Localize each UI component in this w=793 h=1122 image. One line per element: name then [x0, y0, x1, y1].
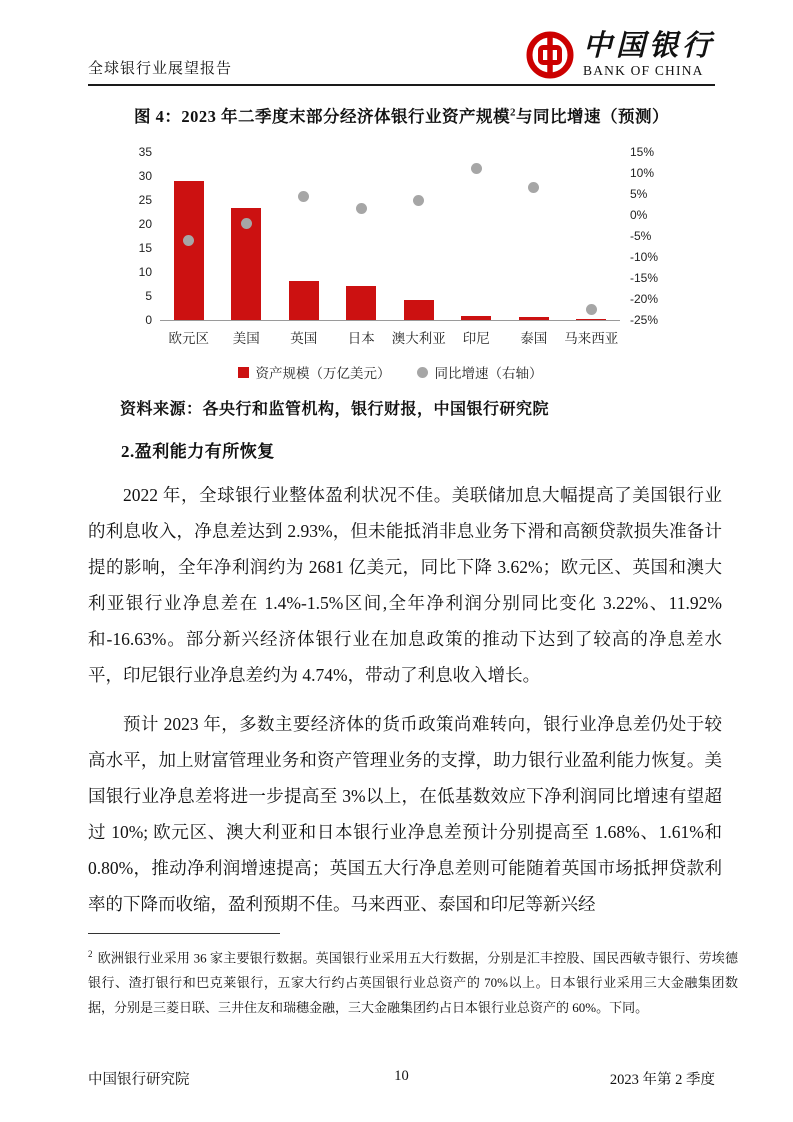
body-paragraph-2: 预计 2023 年，多数主要经济体的货币政策尚难转向，银行业净息差仍处于较高水平，加上财富管理业务和资产管理业务的支撑，助力银行业盈利能力恢复。美国银行业净息差将进一步提高至 3%以上，在低基数效应下净利润同比增速有望超过 10%; 欧元区、澳大利亚和日本银行业净息差预计分别提高至 1.68%、1.61%和 0.80%，推动净利润增速提高；英国五大行净息差则可能随着英国市场抵押贷款利率的下降而收缩，盈利预期不佳。马来西亚、泰国和印尼等新兴经: [88, 714, 722, 914]
circle-legend-marker-icon: [417, 367, 428, 378]
growth-rate-dot: [298, 191, 309, 202]
right-axis-tick-label: -15%: [630, 271, 659, 285]
growth-rate-dot: [241, 218, 252, 229]
x-axis-category-label: 马来西亚: [564, 331, 619, 346]
asset-scale-bar: [289, 281, 319, 320]
right-axis-tick-label: -25%: [630, 313, 659, 327]
right-axis-tick-label: -5%: [630, 229, 652, 243]
left-axis-tick-label: 35: [138, 145, 152, 159]
legend-item: [238, 362, 391, 382]
asset-scale-bar: [346, 286, 376, 320]
footnote-separator: [88, 933, 280, 934]
left-axis-tick-label: 20: [138, 217, 152, 231]
footnote: [88, 942, 738, 1020]
footer-issue: 2023 年第 2 季度: [610, 1068, 715, 1089]
footnote-text: 欧洲银行业采用 36 家主要银行数据。英国银行业采用五大行数据，分别是汇丰控股、国民西敏寺银行、劳埃德银行、渣打银行和巴克莱银行，五家大行约占英国银行业总资产的 70%以上。日本银行业采用三大金融集团数据，分别是三菱日联、三井住友和瑞穗金融，三大金融集团约占日本银行业总资产的 60%。下同。: [88, 950, 738, 1016]
growth-rate-dot: [528, 182, 539, 193]
left-axis-tick-label: 30: [138, 169, 152, 183]
asset-scale-bar: [174, 181, 204, 320]
growth-rate-dot: [471, 163, 482, 174]
x-axis-category-label: 英国: [290, 331, 318, 346]
figure-title-text: 图 4：2023 年二季度末部分经济体银行业资产规模: [134, 107, 510, 126]
growth-rate-dot: [586, 304, 597, 315]
asset-scale-bar: [404, 300, 434, 320]
footer-institute: 中国银行研究院: [88, 1068, 190, 1089]
right-axis-tick-label: -10%: [630, 250, 659, 264]
x-axis-category-label: 印尼: [462, 331, 490, 346]
figure-title-suffix: 与同比增速（预测）: [516, 107, 669, 126]
legend-label: 资产规模（万亿美元）: [255, 366, 391, 381]
left-axis-tick-label: 15: [138, 241, 152, 255]
left-axis-tick-label: 5: [145, 289, 152, 303]
bank-of-china-logo: [525, 30, 715, 80]
section-heading: 2.盈利能力有所恢复: [121, 442, 275, 461]
legend-label: 同比增速（右轴）: [434, 366, 543, 381]
data-source-line: 资料来源：各央行和监管机构，银行财报，中国银行研究院: [120, 401, 550, 418]
asset-scale-bar: [576, 319, 606, 320]
right-axis-tick-label: -20%: [630, 292, 659, 306]
right-axis-tick-label: 10%: [630, 166, 655, 180]
body-paragraph-1: 2022 年，全球银行业整体盈利状况不佳。美联储加息大幅提高了美国银行业的利息收入，净息差达到 2.93%，但未能抵消非息业务下滑和高额贷款损失准备计提的影响，全年净利润约为 2681 亿美元，同比下降 3.62%；欧元区、英国和澳大利亚银行业净息差在 1.4%-1.5%区间,全年净利润分别同比变化 3.22%、11.92%和-16.63%。部分新兴经济体银行业在加息政策的推动下达到了较高的净息差水平，印尼银行业净息差约为 4.74%，带动了利息收入增长。: [88, 485, 722, 685]
x-axis-category-label: 欧元区: [168, 331, 209, 346]
right-axis-ticks: [630, 145, 686, 327]
x-axis-category-label: 泰国: [520, 331, 548, 346]
x-axis-category-label: 澳大利亚: [391, 331, 446, 346]
growth-rate-dot: [356, 203, 367, 214]
asset-scale-growth-chart: [118, 146, 690, 396]
growth-rate-dot: [413, 195, 424, 206]
left-axis-ticks: [118, 145, 152, 327]
page-footer: [88, 1068, 715, 1089]
legend-item: [417, 362, 543, 382]
left-axis-tick-label: 0: [145, 313, 152, 327]
right-axis-tick-label: 5%: [630, 187, 648, 201]
right-axis-tick-label: 15%: [630, 145, 655, 159]
logo-english-name: BANK OF CHINA: [582, 63, 704, 79]
left-axis-tick-label: 10: [138, 265, 152, 279]
left-axis-tick-label: 25: [138, 193, 152, 207]
page-number: 10: [394, 1068, 409, 1084]
report-title: 全球银行业展望报告: [88, 61, 233, 77]
logo-chinese-name: 中国银行: [582, 30, 715, 63]
asset-scale-bar: [461, 316, 491, 320]
right-axis-tick-label: 0%: [630, 208, 648, 222]
chart-legend: [160, 362, 620, 382]
x-axis-category-label: 日本: [347, 331, 375, 346]
footnote-marker: 2: [88, 949, 93, 959]
chart-plot-area: [160, 152, 620, 346]
page-header: [88, 16, 715, 86]
figure-title-superscript: 2: [510, 106, 516, 119]
growth-rate-dot: [183, 235, 194, 246]
boc-emblem-icon: [525, 30, 575, 80]
x-axis-category-label: 美国: [232, 331, 260, 346]
asset-scale-bar: [519, 317, 549, 320]
figure-title: [88, 103, 715, 127]
square-legend-marker-icon: [238, 367, 249, 378]
logo-text: [583, 32, 715, 78]
